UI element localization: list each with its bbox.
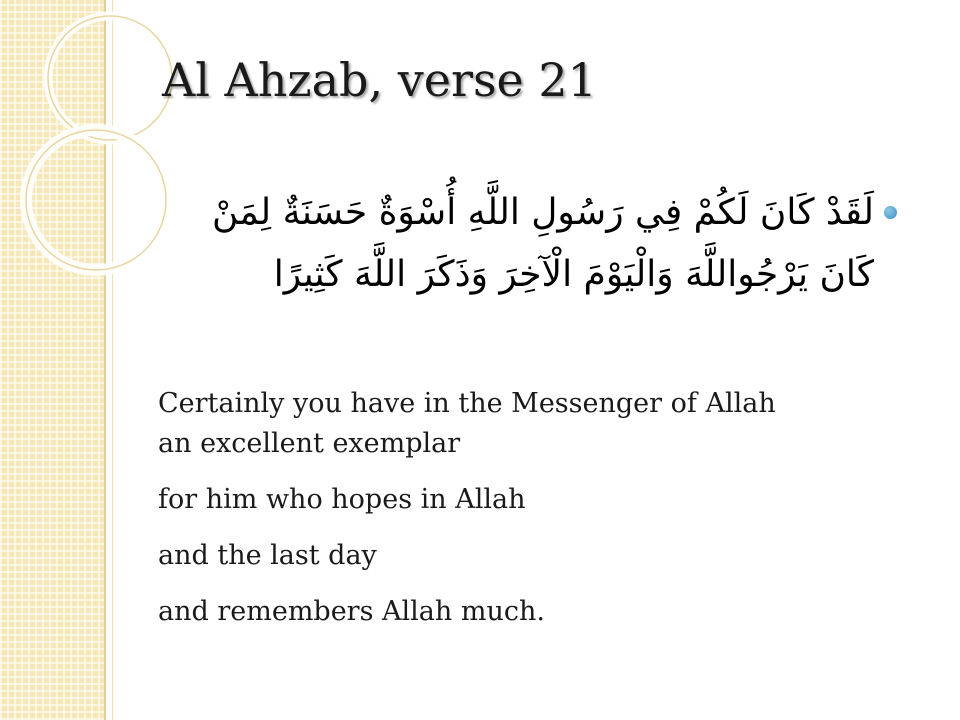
translation-line: and the last day: [158, 540, 377, 571]
translation-line: and remembers Allah much.: [158, 596, 545, 627]
slide-title: Al Ahzab, verse 21: [162, 53, 597, 107]
decorative-circles: [0, 0, 180, 330]
translation-text: [158, 384, 918, 632]
translation-line: an excellent exemplar: [158, 428, 461, 459]
bullet-icon: [884, 206, 897, 219]
arabic-verse: لَقَدْ كَانَ لَكُمْ فِي رَسُولِ اللَّهِ أُسْوَةٌ حَسَنَةٌ لِمَنْ كَانَ يَرْجُواللَّهَ وَالْيَوْمَ الْآخِرَ وَذَكَرَ اللَّهَ كَثِيرًا: [211, 192, 874, 295]
translation-line: Certainly you have in the Messenger of Allah: [158, 388, 776, 419]
translation-line: for him who hopes in Allah: [158, 484, 526, 515]
